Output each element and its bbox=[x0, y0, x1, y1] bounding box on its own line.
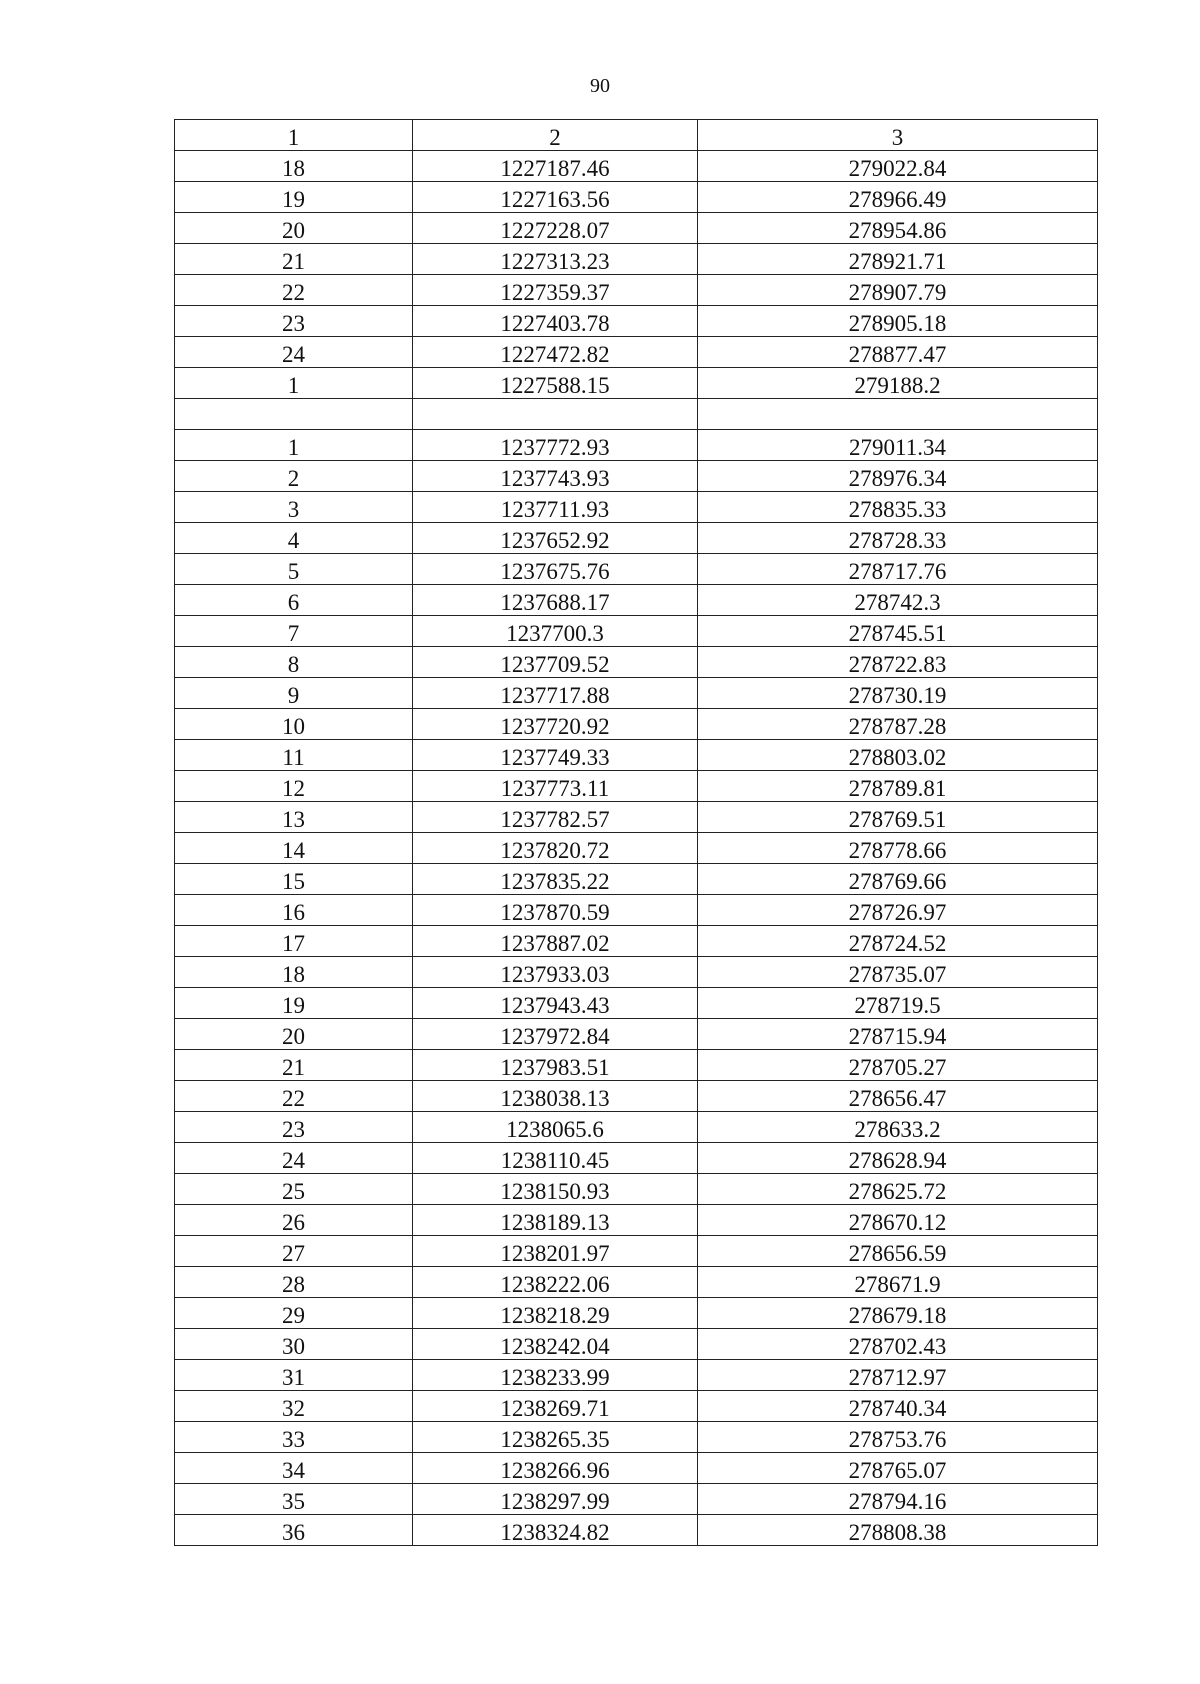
coordinates-table bbox=[174, 119, 1098, 1546]
table-cell: 278670.12 bbox=[698, 1205, 1098, 1236]
table-cell: 5 bbox=[175, 554, 413, 585]
table-cell: 278656.47 bbox=[698, 1081, 1098, 1112]
table-cell: 32 bbox=[175, 1391, 413, 1422]
table-body bbox=[175, 151, 1098, 1546]
table-cell: 278905.18 bbox=[698, 306, 1098, 337]
table-row bbox=[175, 1050, 1098, 1081]
table-cell: 30 bbox=[175, 1329, 413, 1360]
table-cell: 1238038.13 bbox=[413, 1081, 698, 1112]
table-cell: 1227359.37 bbox=[413, 275, 698, 306]
table-cell: 10 bbox=[175, 709, 413, 740]
table-cell: 27 bbox=[175, 1236, 413, 1267]
table-row bbox=[175, 1112, 1098, 1143]
table-row bbox=[175, 368, 1098, 399]
table-cell: 278966.49 bbox=[698, 182, 1098, 213]
table-cell: 11 bbox=[175, 740, 413, 771]
table-cell: 36 bbox=[175, 1515, 413, 1546]
table-cell: 1238233.99 bbox=[413, 1360, 698, 1391]
table-cell: 1237700.3 bbox=[413, 616, 698, 647]
table-cell: 278789.81 bbox=[698, 771, 1098, 802]
table-cell: 278705.27 bbox=[698, 1050, 1098, 1081]
table-row bbox=[175, 771, 1098, 802]
table-row bbox=[175, 1205, 1098, 1236]
table-cell: 278794.16 bbox=[698, 1484, 1098, 1515]
table-cell: 278717.76 bbox=[698, 554, 1098, 585]
table-cell: 1237652.92 bbox=[413, 523, 698, 554]
table-cell: 1237983.51 bbox=[413, 1050, 698, 1081]
table-cell: 278742.3 bbox=[698, 585, 1098, 616]
table-cell: 278730.19 bbox=[698, 678, 1098, 709]
table-row bbox=[175, 1360, 1098, 1391]
table-cell: 25 bbox=[175, 1174, 413, 1205]
table-row bbox=[175, 926, 1098, 957]
table-cell: 20 bbox=[175, 1019, 413, 1050]
table-cell: 278778.66 bbox=[698, 833, 1098, 864]
table-row bbox=[175, 492, 1098, 523]
table-cell: 278907.79 bbox=[698, 275, 1098, 306]
table-cell: 19 bbox=[175, 182, 413, 213]
table-row bbox=[175, 647, 1098, 678]
table-cell: 24 bbox=[175, 1143, 413, 1174]
table-cell: 279188.2 bbox=[698, 368, 1098, 399]
table-cell: 1238242.04 bbox=[413, 1329, 698, 1360]
table-cell: 1227313.23 bbox=[413, 244, 698, 275]
table-cell: 2 bbox=[175, 461, 413, 492]
table-cell: 278722.83 bbox=[698, 647, 1098, 678]
table-cell: 278808.38 bbox=[698, 1515, 1098, 1546]
table-cell: 1 bbox=[175, 368, 413, 399]
column-header: 1 bbox=[175, 120, 413, 151]
table-cell: 23 bbox=[175, 306, 413, 337]
table-cell: 1 bbox=[175, 430, 413, 461]
table-cell: 278787.28 bbox=[698, 709, 1098, 740]
table-cell: 22 bbox=[175, 1081, 413, 1112]
table-cell: 1237887.02 bbox=[413, 926, 698, 957]
table-cell: 278740.34 bbox=[698, 1391, 1098, 1422]
table-cell: 8 bbox=[175, 647, 413, 678]
table-cell: 1238201.97 bbox=[413, 1236, 698, 1267]
table-cell: 278679.18 bbox=[698, 1298, 1098, 1329]
table-cell: 19 bbox=[175, 988, 413, 1019]
table-cell: 21 bbox=[175, 244, 413, 275]
table-cell: 278625.72 bbox=[698, 1174, 1098, 1205]
table-cell: 33 bbox=[175, 1422, 413, 1453]
table-row bbox=[175, 1267, 1098, 1298]
table-cell: 1238150.93 bbox=[413, 1174, 698, 1205]
table-cell: 20 bbox=[175, 213, 413, 244]
table-cell: 1238110.45 bbox=[413, 1143, 698, 1174]
table-cell: 34 bbox=[175, 1453, 413, 1484]
table-cell: 278724.52 bbox=[698, 926, 1098, 957]
table-row bbox=[175, 523, 1098, 554]
table-row bbox=[175, 399, 1098, 430]
table-cell: 1237743.93 bbox=[413, 461, 698, 492]
table-row bbox=[175, 182, 1098, 213]
table-row bbox=[175, 306, 1098, 337]
table-cell: 1227588.15 bbox=[413, 368, 698, 399]
table-cell: 35 bbox=[175, 1484, 413, 1515]
table-cell: 1237675.76 bbox=[413, 554, 698, 585]
table-cell: 278656.59 bbox=[698, 1236, 1098, 1267]
table-cell: 1238065.6 bbox=[413, 1112, 698, 1143]
table-row bbox=[175, 1329, 1098, 1360]
table-row bbox=[175, 213, 1098, 244]
table-cell: 278726.97 bbox=[698, 895, 1098, 926]
table-cell: 1237870.59 bbox=[413, 895, 698, 926]
table-cell: 278702.43 bbox=[698, 1329, 1098, 1360]
table-cell: 29 bbox=[175, 1298, 413, 1329]
table-cell: 1237943.43 bbox=[413, 988, 698, 1019]
table-row bbox=[175, 585, 1098, 616]
table-row bbox=[175, 1391, 1098, 1422]
table-row bbox=[175, 430, 1098, 461]
table-cell: 1238222.06 bbox=[413, 1267, 698, 1298]
column-header: 2 bbox=[413, 120, 698, 151]
table-cell: 1237717.88 bbox=[413, 678, 698, 709]
table-cell: 1238297.99 bbox=[413, 1484, 698, 1515]
table-row bbox=[175, 337, 1098, 368]
table-cell: 1237772.93 bbox=[413, 430, 698, 461]
table-cell: 278671.9 bbox=[698, 1267, 1098, 1298]
table-cell: 278877.47 bbox=[698, 337, 1098, 368]
table-cell: 1238269.71 bbox=[413, 1391, 698, 1422]
table-row bbox=[175, 616, 1098, 647]
table-cell: 278954.86 bbox=[698, 213, 1098, 244]
table-header-row bbox=[175, 120, 1098, 151]
table-row bbox=[175, 678, 1098, 709]
table-cell: 1237720.92 bbox=[413, 709, 698, 740]
table-cell: 278715.94 bbox=[698, 1019, 1098, 1050]
table-row bbox=[175, 1298, 1098, 1329]
table-cell: 1237782.57 bbox=[413, 802, 698, 833]
table-row bbox=[175, 1453, 1098, 1484]
table-cell: 22 bbox=[175, 275, 413, 306]
table-cell: 6 bbox=[175, 585, 413, 616]
table-cell: 278835.33 bbox=[698, 492, 1098, 523]
table-row bbox=[175, 151, 1098, 182]
table-row bbox=[175, 1081, 1098, 1112]
table-cell: 278735.07 bbox=[698, 957, 1098, 988]
table-row bbox=[175, 957, 1098, 988]
table-cell: 3 bbox=[175, 492, 413, 523]
table-row bbox=[175, 802, 1098, 833]
table-cell: 24 bbox=[175, 337, 413, 368]
table-cell: 14 bbox=[175, 833, 413, 864]
table-cell: 1237820.72 bbox=[413, 833, 698, 864]
table-cell: 1237972.84 bbox=[413, 1019, 698, 1050]
table-cell bbox=[698, 399, 1098, 430]
table-cell: 28 bbox=[175, 1267, 413, 1298]
table-cell: 278765.07 bbox=[698, 1453, 1098, 1484]
table-row bbox=[175, 740, 1098, 771]
table-cell: 1227472.82 bbox=[413, 337, 698, 368]
table-cell: 279022.84 bbox=[698, 151, 1098, 182]
table-cell: 278745.51 bbox=[698, 616, 1098, 647]
table-cell: 21 bbox=[175, 1050, 413, 1081]
table-row bbox=[175, 461, 1098, 492]
table-cell: 1227163.56 bbox=[413, 182, 698, 213]
table-row bbox=[175, 988, 1098, 1019]
table-cell: 1238189.13 bbox=[413, 1205, 698, 1236]
table-cell: 278921.71 bbox=[698, 244, 1098, 275]
table-cell: 278753.76 bbox=[698, 1422, 1098, 1453]
table-cell: 278712.97 bbox=[698, 1360, 1098, 1391]
table-cell: 278719.5 bbox=[698, 988, 1098, 1019]
table-cell bbox=[413, 399, 698, 430]
table-cell: 278769.66 bbox=[698, 864, 1098, 895]
table-row bbox=[175, 275, 1098, 306]
table-row bbox=[175, 554, 1098, 585]
table-row bbox=[175, 1236, 1098, 1267]
table-cell: 1237749.33 bbox=[413, 740, 698, 771]
table-cell: 278769.51 bbox=[698, 802, 1098, 833]
table-cell: 1237933.03 bbox=[413, 957, 698, 988]
table-row bbox=[175, 1515, 1098, 1546]
table-cell: 1238265.35 bbox=[413, 1422, 698, 1453]
table-row bbox=[175, 895, 1098, 926]
table-cell: 31 bbox=[175, 1360, 413, 1391]
table-cell: 1227187.46 bbox=[413, 151, 698, 182]
table-cell: 4 bbox=[175, 523, 413, 554]
table-cell: 278628.94 bbox=[698, 1143, 1098, 1174]
table-row bbox=[175, 1019, 1098, 1050]
table-cell: 26 bbox=[175, 1205, 413, 1236]
table-cell: 1238218.29 bbox=[413, 1298, 698, 1329]
table-cell: 278976.34 bbox=[698, 461, 1098, 492]
table-row bbox=[175, 1422, 1098, 1453]
table-cell: 1237835.22 bbox=[413, 864, 698, 895]
table-cell bbox=[175, 399, 413, 430]
table-cell: 1238324.82 bbox=[413, 1515, 698, 1546]
table-row bbox=[175, 1174, 1098, 1205]
table-cell: 1237711.93 bbox=[413, 492, 698, 523]
table-cell: 1227228.07 bbox=[413, 213, 698, 244]
table-row bbox=[175, 1143, 1098, 1174]
table-cell: 1237709.52 bbox=[413, 647, 698, 678]
table-cell: 23 bbox=[175, 1112, 413, 1143]
table-cell: 278633.2 bbox=[698, 1112, 1098, 1143]
table-cell: 9 bbox=[175, 678, 413, 709]
table-cell: 278803.02 bbox=[698, 740, 1098, 771]
column-header: 3 bbox=[698, 120, 1098, 151]
table-cell: 17 bbox=[175, 926, 413, 957]
table-cell: 1237688.17 bbox=[413, 585, 698, 616]
table-cell: 13 bbox=[175, 802, 413, 833]
table-cell: 278728.33 bbox=[698, 523, 1098, 554]
table-row bbox=[175, 833, 1098, 864]
table-cell: 7 bbox=[175, 616, 413, 647]
table-cell: 18 bbox=[175, 957, 413, 988]
table-cell: 16 bbox=[175, 895, 413, 926]
table-cell: 18 bbox=[175, 151, 413, 182]
table-cell: 1227403.78 bbox=[413, 306, 698, 337]
table-row bbox=[175, 244, 1098, 275]
table-row bbox=[175, 709, 1098, 740]
table-cell: 12 bbox=[175, 771, 413, 802]
table-cell: 15 bbox=[175, 864, 413, 895]
table-cell: 1238266.96 bbox=[413, 1453, 698, 1484]
table-row bbox=[175, 864, 1098, 895]
table-cell: 1237773.11 bbox=[413, 771, 698, 802]
page-number: 90 bbox=[590, 75, 610, 97]
table-cell: 279011.34 bbox=[698, 430, 1098, 461]
table-row bbox=[175, 1484, 1098, 1515]
